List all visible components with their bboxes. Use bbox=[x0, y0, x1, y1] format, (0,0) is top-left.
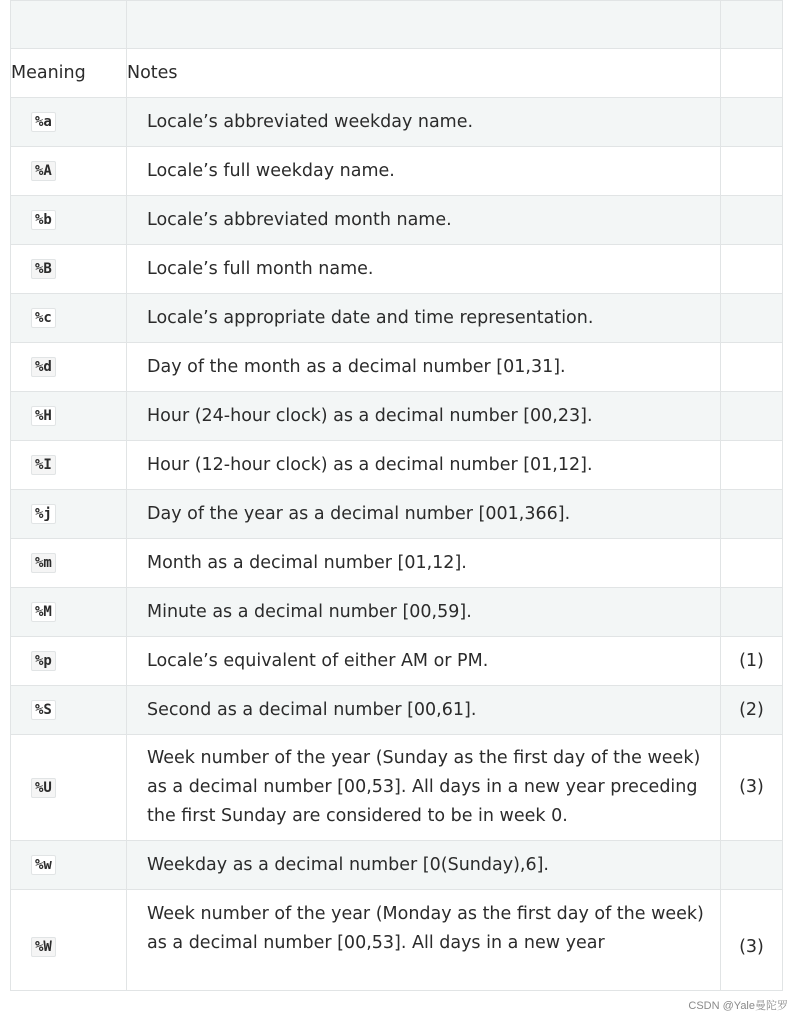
table-row bbox=[11, 686, 783, 735]
format-note: Minute as a decimal number [00,59]. bbox=[127, 588, 721, 637]
format-note: Locale’s equivalent of either AM or PM. bbox=[127, 637, 721, 686]
format-note: Day of the month as a decimal number [01,31]. bbox=[127, 343, 721, 392]
format-note: Locale’s abbreviated month name. bbox=[127, 196, 721, 245]
format-note: Locale’s full month name. bbox=[127, 245, 721, 294]
format-code: %B bbox=[31, 259, 56, 279]
format-ref: (2) bbox=[721, 686, 783, 735]
format-code: %H bbox=[31, 406, 56, 426]
format-code: %S bbox=[31, 700, 56, 720]
table-row bbox=[11, 490, 783, 539]
header-ref bbox=[721, 49, 783, 98]
format-code: %p bbox=[31, 651, 56, 671]
table-row bbox=[11, 343, 783, 392]
format-code: %m bbox=[31, 553, 56, 573]
format-code: %b bbox=[31, 210, 56, 230]
format-note: Hour (24-hour clock) as a decimal number [00,23]. bbox=[127, 392, 721, 441]
format-ref bbox=[721, 841, 783, 890]
format-code: %d bbox=[31, 357, 56, 377]
format-code: %I bbox=[31, 455, 56, 475]
table-blank-row bbox=[11, 1, 783, 49]
table-header-row bbox=[11, 49, 783, 98]
format-ref bbox=[721, 441, 783, 490]
format-ref bbox=[721, 245, 783, 294]
format-code: %c bbox=[31, 308, 56, 328]
format-code: %a bbox=[31, 112, 56, 132]
format-ref bbox=[721, 98, 783, 147]
format-ref bbox=[721, 196, 783, 245]
format-ref bbox=[721, 539, 783, 588]
format-code: %U bbox=[31, 778, 56, 798]
format-ref bbox=[721, 147, 783, 196]
header-meaning: Meaning bbox=[11, 49, 127, 98]
format-ref bbox=[721, 392, 783, 441]
table-row bbox=[11, 841, 783, 890]
format-ref: (3) bbox=[721, 890, 783, 991]
format-ref: (1) bbox=[721, 637, 783, 686]
table-row bbox=[11, 392, 783, 441]
table-row bbox=[11, 98, 783, 147]
format-codes-table bbox=[10, 0, 783, 991]
format-note: Locale’s abbreviated weekday name. bbox=[127, 98, 721, 147]
format-ref: (3) bbox=[721, 735, 783, 841]
format-code: %M bbox=[31, 602, 56, 622]
table-row bbox=[11, 245, 783, 294]
format-ref bbox=[721, 294, 783, 343]
format-note: Week number of the year (Sunday as the first day of the week) as a decimal number [00,53]. All days in a new year preceding the first Sunday are considered to be in week 0. bbox=[127, 735, 721, 841]
table-row bbox=[11, 890, 783, 991]
table-row bbox=[11, 147, 783, 196]
format-code: %W bbox=[31, 937, 56, 957]
table-row bbox=[11, 441, 783, 490]
table-row bbox=[11, 539, 783, 588]
format-note: Locale’s appropriate date and time representation. bbox=[127, 294, 721, 343]
table-row bbox=[11, 196, 783, 245]
format-ref bbox=[721, 343, 783, 392]
table-row bbox=[11, 588, 783, 637]
header-notes: Notes bbox=[127, 49, 721, 98]
table-row bbox=[11, 294, 783, 343]
format-note: Second as a decimal number [00,61]. bbox=[127, 686, 721, 735]
format-note: Month as a decimal number [01,12]. bbox=[127, 539, 721, 588]
format-ref bbox=[721, 490, 783, 539]
watermark: CSDN @Yale曼陀罗 bbox=[688, 1000, 788, 1012]
format-note: Weekday as a decimal number [0(Sunday),6]. bbox=[127, 841, 721, 890]
format-note: Week number of the year (Monday as the first day of the week) as a decimal number [00,53]. All days in a new year bbox=[127, 890, 721, 991]
format-note: Locale’s full weekday name. bbox=[127, 147, 721, 196]
table-row bbox=[11, 637, 783, 686]
format-ref bbox=[721, 588, 783, 637]
table-row bbox=[11, 735, 783, 841]
format-note: Day of the year as a decimal number [001,366]. bbox=[127, 490, 721, 539]
format-code: %A bbox=[31, 161, 56, 181]
format-code: %w bbox=[31, 855, 56, 875]
format-code: %j bbox=[31, 504, 56, 524]
format-note: Hour (12-hour clock) as a decimal number [01,12]. bbox=[127, 441, 721, 490]
